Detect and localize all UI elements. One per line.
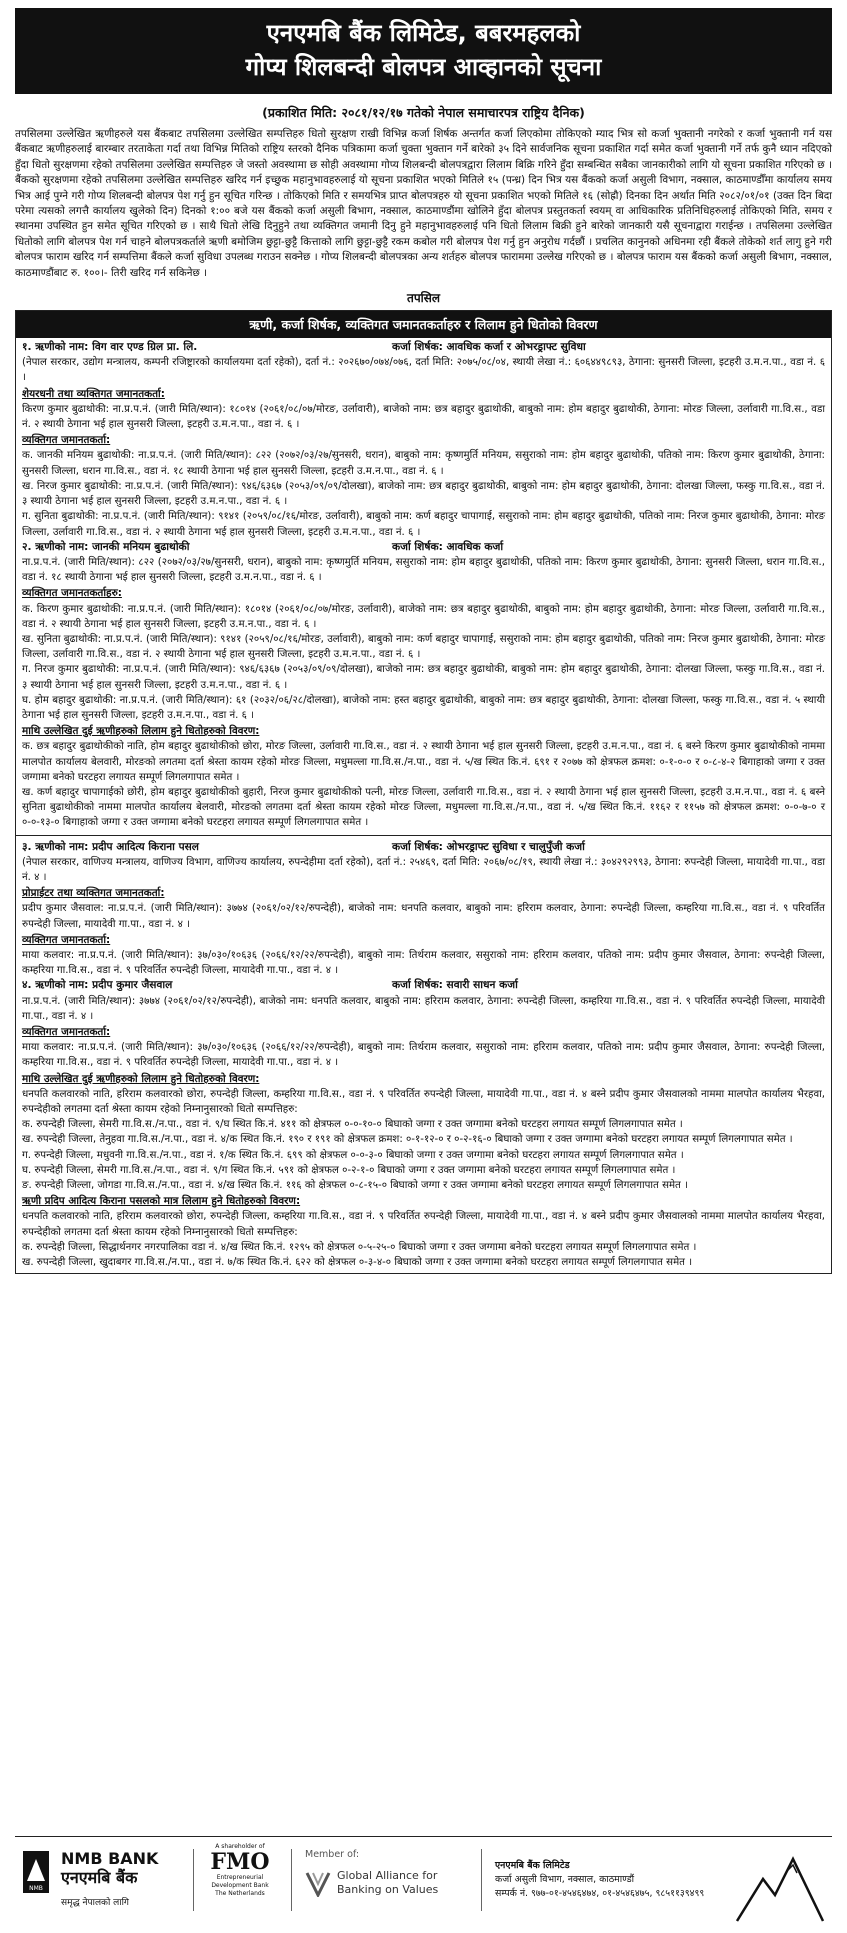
collateral-item: क. रुपन्देही जिल्ला, सिद्धार्थनगर नगरपालिका वडा नं. ४/ख स्थित कि.नं. १२९५ को क्षेत्रफल ०-५-२५-० बिघाको जग्गा र उक्त जग्गामा बनेको घरटहरा लगायत सम्पूर्ण लिगलगापात समेत ।: [22, 1241, 697, 1253]
gabv-line-1: Global Alliance for: [337, 1869, 438, 1882]
bank-name-en: NMB BANK: [61, 1849, 159, 1868]
subheading: माथि उल्लेखित दुई ऋणीहरुको लिलाम हुने धितोहरुको विवरण:: [22, 1072, 260, 1085]
contact-phone: सम्पर्क नं. ९७७-०१-४५४६४७४, ०१-४५४६४७५, ९८५११३९४९९: [495, 1888, 705, 1899]
fmo-logo-text: FMO: [210, 1849, 270, 1875]
guarantor-item: क. जानकी मनियम बुढाथोकी: ना.प्र.प.नं. (जारी मिति/स्थान): ८२२ (२०७२/०३/२७/सुनसरी, धरान), बाबुको नाम: कृष्णमुर्ति मनियम, ससुराको नाम: होम बहादुर बुढाथोकी, पतिको नाम: किरण कुमार बुढाथोकी, ठेगाना: सुनसरी जिल्ला, धरान गा.वि.स., वडा नं. १८ स्थायी ठेगाना भई हाल सुनसरी जिल्ला, इटहरी उ.म.न.पा., वडा नं. ६ ।: [22, 450, 825, 477]
borrower-name: ३. ऋणीको नाम: प्रदीप आदित्य किराना पसल: [22, 840, 199, 853]
collateral-item: घ. रुपन्देही जिल्ला, सेमरी गा.वि.स./न.पा., वडा नं. ९/ग स्थित कि.नं. ५९१ को क्षेत्रफल ०-२-१-० बिघाको जग्गा र उक्त जग्गामा बनेको घरटहरा लगायत सम्पूर्ण लिगलगापात समेत ।: [22, 1164, 676, 1176]
guarantor-item: ख. निरज कुमार बुढाथोकी: ना.प्र.प.नं. (जारी मिति/स्थान): ९४६/६३६७ (२०५३/०९/०९/दोलखा), बाजेको नाम: छत्र बहादुर बुढाथोकी, बाबुको नाम: होम बहादुर बुढाथोकी, ठेगाना: दोलखा जिल्ला, फस्कु गा.वि.स., वडा नं. ३ स्थायी ठेगाना भई हाल सुनसरी जिल्ला, इटहरी उ.म.न.पा., वडा नं. ६ ।: [22, 480, 825, 508]
footer-divider: [291, 1849, 292, 1911]
fmo-country: The Netherlands: [215, 1890, 265, 1897]
collateral-item: ख. रुपन्देही जिल्ला, खुदाबगर गा.वि.स./न.पा., वडा नं. ७/क स्थित कि.नं. ६२२ को क्षेत्रफल ०-३-४-० बिघाको जग्गा र उक्त जग्गामा बनेको घरटहरा लगायत सम्पूर्ण लिगलगापात समेत ।: [22, 1257, 693, 1269]
collateral-intro: धनपति कलवारको नाति, हरिराम कलवारको छोरा, रुपन्देही जिल्ला, कम्हरिया गा.वि.स., वडा नं. ९ परिवर्तित रुपन्देही जिल्ला, मायादेवी गा.पा., वडा नं. ४ बस्ने प्रदीप कुमार जैसवालको नाममा मालपोत कार्यालय भैरहवा, रुपन्देहीको लगतमा दर्ता श्रेस्ता कायम रहेको निम्नानुसारको धितो सम्पत्तिहरु:: [22, 1088, 825, 1116]
guarantor-item: माया कलवार: ना.प्र.प.नं. (जारी मिति/स्थान): ३७/०३०/१०६३६ (२०६६/१२/२२/रुपन्देही), बाबुको नाम: तिर्थराम कलवार, ससुराको नाम: हरिराम कलवार, पतिको नाम: प्रदीप कुमार जैसवाल, ठेगाना: रुपन्देही जिल्ला, कम्हरिया गा.वि.स., वडा नं. ९ परिवर्तित रुपन्देही जिल्ला, मायादेवी गा.पा., वडा नं. ४ ।: [22, 1042, 825, 1069]
fmo-top-text: A shareholder of: [215, 1843, 265, 1850]
gabv-name: [337, 1869, 438, 1897]
member-label: Member of:: [305, 1849, 360, 1860]
collateral-item: ग. रुपन्देही जिल्ला, मधुवनी गा.वि.स./न.पा., वडा नं. १/क स्थित कि.नं. ६९९ को क्षेत्रफल ०-०-३-० बिघाको जग्गा र उक्त जग्गामा बनेको घरटहरा लगायत सम्पूर्ण लिगलगापात समेत ।: [22, 1149, 684, 1161]
shareholder-detail: किरण कुमार बुढाथोकी: ना.प्र.प.नं. (जारी मिति/स्थान): १८०१४ (२०६१/०८/०७/मोरङ, उर्लावारी), बाजेको नाम: छत्र बहादुर बुढाथोकी, बाबुको नाम: होम बहादुर बुढाथोकी, ठेगाना: मोरङ जिल्ला, उर्लावारी गा.वि.स., वडा नं. २ स्थायी ठेगाना भई हाल सुनसरी जिल्ला, इटहरी उ.म.न.पा., वडा नं. ६ ।: [22, 403, 825, 431]
contact-name: एनएमबि बैंक लिमिटेड: [495, 1860, 570, 1871]
subheading: माथि उल्लेखित दुई ऋणीहरुको लिलाम हुने धितोहरुको विवरण:: [22, 725, 260, 738]
loan-title: कर्जा शिर्षक: सवारी साधन कर्जा: [392, 979, 518, 992]
fmo-logo: [203, 1843, 277, 1898]
publication-date: (प्रकाशित मिति: २०८१/१२/१७ गतेको नेपाल समाचारपत्र राष्ट्रिय दैनिक): [262, 105, 585, 120]
gabv-icon: [305, 1869, 331, 1897]
details-table: [15, 310, 832, 1274]
title-line-1: एनएमबि बैंक लिमिटेड, बबरमहलको: [266, 19, 581, 47]
collateral-item: क. रुपन्देही जिल्ला, सेमरी गा.वि.स./न.पा., वडा नं. ९/घ स्थित कि.नं. ४११ को क्षेत्रफल ०-०-१०-० बिघाको जग्गा र उक्त जग्गामा बनेको घरटहरा लगायत सम्पूर्ण लिगलगापात समेत ।: [22, 1119, 683, 1131]
borrower-detail: ना.प्र.प.नं. (जारी मिति/स्थान): ८२२ (२०७२/०३/२७/सुनसरी, धरान), बाबुको नाम: कृष्णमुर्ति मनियम, ससुराको नाम: होम बहादुर बुढाथोकी, पतिको नाम: किरण कुमार बुढाथोकी, ठेगाना: सुनसरी जिल्ला, धरान गा.वि.स., वडा नं. १८ स्थायी ठेगाना भई हाल सुनसरी जिल्ला, इटहरी उ.म.न.पा., वडा नं. ६ ।: [22, 556, 825, 584]
nmb-logo-icon: [23, 1851, 49, 1893]
proprietor-detail: प्रदीप कुमार जैसवाल: ना.प्र.प.नं. (जारी मिति/स्थान): ३७७४ (२०६१/०२/१२/रुपन्देही), बाजेको नाम: धनपति कलवार, बाबुको नाम: हरिराम कलवार, ठेगाना: रुपन्देही जिल्ला, कम्हरिया गा.वि.स., वडा नं. ९ परिवर्तित रुपन्देही जिल्ला, मायादेवी गा.पा., वडा नं. ४ ।: [22, 903, 825, 930]
borrower-name: १. ऋणीको नाम: विग वार एण्ड ग्रिल प्रा. लि.: [22, 341, 198, 354]
section-3-heading: [22, 840, 825, 855]
section-2-heading: [22, 540, 825, 555]
section-4-heading: [22, 978, 825, 993]
bank-name-np: एनएमबि बैंक: [61, 1868, 138, 1887]
collateral-intro: धनपति कलवारको नाति, हरिराम कलवारको छोरा, रुपन्देही जिल्ला, कम्हरिया गा.वि.स., वडा नं. ९ परिवर्तित रुपन्देही जिल्ला, मायादेवी गा.पा., वडा नं. ४ बस्ने प्रदीप कुमार जैसवालको नाममा मालपोत कार्यालय भैरहवा, रुपन्देहीको लगतमा दर्ता श्रेस्ता कायम रहेको निम्नानुसारको धितो सम्पत्तिहरु:: [22, 1211, 825, 1238]
borrower-name: ४. ऋणीको नाम: प्रदीप कुमार जैसवाल: [22, 979, 173, 992]
loan-title: कर्जा शिर्षक: ओभरड्राफ्ट सुविधा र चालुपुँजी कर्जा: [392, 840, 585, 853]
loan-title: कर्जा शिर्षक: आवधिक कर्जा: [392, 540, 504, 553]
subheading: व्यक्तिगत जमानतकर्ता:: [22, 434, 111, 447]
bank-name: [61, 1849, 158, 1887]
title-line-2: गोप्य शिलबन्दी बोलपत्र आव्हानको सूचना: [245, 53, 602, 81]
guarantor-item: क. किरण कुमार बुढाथोकी: ना.प्र.प.नं. (जारी मिति/स्थान): १८०१४ (२०६१/०८/०७/मोरङ, उर्लावारी), बाजेको नाम: छत्र बहादुर बुढाथोकी, बाबुको नाम: होम बहादुर बुढाथोकी, ठेगाना: मोरङ जिल्ला, उर्लावारी गा.वि.स., वडा नं. २ स्थायी ठेगाना भई हाल सुनसरी जिल्ला, इटहरी उ.म.न.पा., वडा नं. ६ ।: [22, 603, 825, 630]
subheading: व्यक्तिगत जमानतकर्ता:: [22, 933, 111, 946]
guarantor-item: ग. सुनिता बुढाथोकी: ना.प्र.प.नं. (जारी मिति/स्थान): ९१४१ (२०५९/०८/१६/मोरङ, उर्लावारी), बाबुको नाम: कर्ण बहादुर चापागाई, ससुराको नाम: होम बहादुर बुढाथोकी, पतिको नाम: निरज कुमार बुढाथोकी, ठेगाना: मोरङ जिल्ला, उर्लावारी गा.वि.स., वडा नं. २ स्थायी ठेगाना भई हाल सुनसरी जिल्ला, इटहरी उ.म.न.पा., वडा नं. ६ ।: [22, 511, 825, 538]
fmo-subtitle: Entrepreneurial Development Bank: [211, 1874, 269, 1889]
intro-paragraph: तपसिलमा उल्लेखित ऋणीहरुले यस बैंकबाट तपसिलमा उल्लेखित सम्पत्तिहरु धितो सुरक्षण राखी विभिन्न कर्जा शिर्षक अन्तर्गत कर्जा लिएकोमा तोकिएको म्याद भित्र सो कर्जा भुक्तानी नगरेको र कर्जा भुक्तानी गर्न यस बैंकबाट ऋणीहरुलाई बारम्बार तरताकेता गर्दा तथा विभिन्न मितिको राष्ट्रिय स्तरको दैनिक पत्रिकामा कर्जा चुक्ता भुक्तान गर्ने बारेको ३५ दिने सार्वजनिक सूचना प्रकाशित गर्दा समेत कर्जा भुक्तानी गर्ने तर्फ कुनै ध्यान नदिएको हुँदा धितो सुरक्षणमा रहेको तपसिलमा उल्लेखित सम्पत्तिहरु जे जस्तो अवस्थामा छ सोही अवस्थामा गोप्य शिलबन्दी बोलपत्रद्वारा लिलाम बिक्रि गरिने हुँदा सम्बन्धित सबैका जानकारीको लागि यो सूचना प्रकाशित गरिएको छ । बैंकको सुरक्षणमा रहेको तपसिलमा उल्लेखित सम्पत्तिहरु खरिद गर्न इच्छुक महानुभावहरुलाई यो सूचना प्रकाशित भएको मितिले १५ (पन्ध्र) दिन भित्र यस बैंकको कर्जा असुली विभाग, नक्साल, काठमाण्डौँमा कार्यालय समय भित्र आई पुग्ने गरी गोप्य शिलबन्दी बोलपत्र पेश गर्नु हुन सूचित गरिन्छ । तोकिएको मिति र समयभित्र प्राप्त बोलपत्रहरु यो सूचना प्रकाशित भएको मितिले १६ (सोह्रौ) दिनका दिन अर्थात मिति २०८२/०१/०१ (उक्त दिन बिदा परेमा त्यसको लगत्तै कार्यालय खुलेको दिन) दिनको १:०० बजे यस बैंकको कर्जा असुली बिभाग, नक्साल, काठमाण्डौंमा खोलिने हुँदा बोलपत्र प्रस्तुतकर्ता स्वयम् वा आधिकारिक प्रतिनिधिहरुलाई तोकिएको मिति, समय र स्थानमा उपस्थित हुन समेत सूचित गरिएको छ । साथै धितो लेखि दिनुहुने तथा व्यक्तिगत जमानी दिनु हुने महानुभावहरुलाई पनि धितो लिलाम बिक्री हुने बारेको जानकारी यसै सूचनाद्वारा गराईन्छ । तपसिलमा उल्लेखित धितोको लागि बोलपत्र पेश गर्न चाहने बोलपत्रकर्ताले ऋणी बमोजिम छुट्टा-छुट्टै कित्ताको लागि छुट्टा-छुट्टै रकम कबोल गरी बोलपत्र पेश गर्नु हुन अनुरोध गर्दछौं । प्रचलित कानुनको अधिनमा रही बैंकले तोकेको शर्त लागु हुने गरी बोलपत्र फाराम खरिद गर्न सम्पत्तिमा बैंकले कर्जा सुविधा उपलब्ध गराउन सक्नेछ । गोप्य शिलबन्दी बोलपत्रका अन्य शर्तहरु बोलपत्र फाराममा उल्लेख गरिएको छ । बोलपत्र फाराम यस बैंकको कर्जा असुली बिभाग, नक्साल, काठमाण्डौंबाट रु. १००।- तिरी खरिद गर्न सकिनेछ ।: [15, 128, 832, 279]
borrower-detail: (नेपाल सरकार, उद्योग मन्त्रालय, कम्पनी रजिष्ट्रारको कार्यालयमा दर्ता रहेको), दर्ता नं.: २०२६७०/०७४/०७६, दर्ता मिति: २०७५/०८/०४, स्थायी लेखा नं.: ६०६४४९८९३, ठेगाना: सुनसरी जिल्ला, इटहरी उ.म.न.पा., वडा नं. ६ ।: [22, 357, 825, 384]
gabv-line-2: Banking on Values: [337, 1883, 439, 1896]
loan-title: कर्जा शिर्षक: आवधिक कर्जा र ओभरड्राफ्ट सुविधा: [392, 341, 586, 354]
subheading: शेयरधनी तथा व्यक्तिगत जमानतकर्ता:: [22, 387, 165, 400]
guarantor-item: माया कलवार: ना.प्र.प.नं. (जारी मिति/स्थान): ३७/०३०/१०६३६ (२०६६/१२/२२/रुपन्देही), बाबुको नाम: तिर्थराम कलवार, ससुराको नाम: हरिराम कलवार, पतिको नाम: प्रदीप कुमार जैसवाल, ठेगाना: रुपन्देही जिल्ला, कम्हरिया गा.वि.स., वडा नं. ९ परिवर्तित रुपन्देही जिल्ला, मायादेवी गा.पा., वडा नं. ४ ।: [22, 949, 825, 977]
collateral-item: क. छत्र बहादुर बुढाथोकीको नाति, होम बहादुर बुढाथोकीको छोरा, मोरङ जिल्ला, उर्लावारी गा.वि.स., वडा नं. २ स्थायी ठेगाना भई हाल सुनसरी जिल्ला, इटहरी उ.म.न.पा., वडा नं. ६ बस्ने किरण कुमार बुढाथोकीको नाममा मालपोत कार्यालय बेलवारी, मोरङको लगतमा दर्ता श्रेस्ता कायम रहेको मोरङ जिल्ला, मधुमल्ला गा.वि.स./न.पा., वडा नं. ५/ख स्थित कि.नं. ६९१ र २०७७ को क्षेत्रफल क्रमश: ०-१-०-० र ०-८-४-२ बिगाहाको जग्गा र उक्त जग्गामा बनेको घरटहरा लगायत सम्पूर्ण लिगलगापात समेत ।: [22, 741, 825, 783]
contact-block: [495, 1859, 704, 1901]
guarantor-item: ग. निरज कुमार बुढाथोकी: ना.प्र.प.नं. (जारी मिति/स्थान): ९४६/६३६७ (२०५३/०९/०९/दोलखा), बाजेको नाम: छत्र बहादुर बुढाथोकी, बाबुको नाम: होम बहादुर बुढाथोकी, ठेगाना: दोलखा जिल्ला, फस्कु गा.वि.स., वडा नं. ३ स्थायी ठेगाना भई हाल सुनसरी जिल्ला, इटहरी उ.म.न.पा., वडा नं. ६ ।: [22, 664, 825, 691]
borrower-detail: (नेपाल सरकार, वाणिज्य मन्त्रालय, वाणिज्य विभाग, वाणिज्य कार्यालय, रुपन्देहीमा दर्ता रहेको), दर्ता नं.: २५४६९, दर्ता मिति: २०६७/०८/१९, स्थायी लेखा नं.: ३०४२९२९९३, ठेगाना: रुपन्देही जिल्ला, मायादेवी गा.पा., वडा नं. ४ ।: [22, 856, 825, 883]
section-divider: [16, 835, 831, 836]
section-1-heading: [22, 340, 825, 355]
subheading: प्रोप्राईटर तथा व्यक्तिगत जमानतकर्ता:: [22, 887, 165, 900]
subheading: व्यक्तिगत जमानतकर्ता:: [22, 1026, 111, 1038]
svg-text:NMB: NMB: [29, 1885, 43, 1892]
subheading: ऋणी प्रदिप आदित्य किराना पसलको मात्र लिलाम हुने धितोहरुको विवरण:: [22, 1195, 301, 1208]
collateral-item: ङ. रुपन्देही जिल्ला, जोगडा गा.वि.स./न.पा., वडा नं. ४/ख स्थित कि.नं. ११६ को क्षेत्रफल ०-८-१५-० बिघाको जग्गा र उक्त जग्गामा बनेको घरटहरा लगायत सम्पूर्ण लिगलगापात समेत ।: [22, 1180, 688, 1192]
subheading: व्यक्तिगत जमानतकर्ताहरु:: [22, 587, 122, 600]
footer: [15, 1836, 832, 1929]
collateral-item: ख. कर्ण बहादुर चापागाईको छोरी, होम बहादुर बुढाथोकीको बुहारी, निरज कुमार बुढाथोकीको पत्नी, मोरङ जिल्ला, उर्लावारी गा.वि.स., वडा नं. २ स्थायी ठेगाना भई हाल सुनसरी जिल्ला, इटहरी उ.म.न.पा., वडा नं. ६ बस्ने सुनिता बुढाथोकीको नाममा मालपोत कार्यालय बेलवारी, मोरङको लगतमा दर्ता श्रेस्ता कायम रहेको मोरङ जिल्ला, मधुमल्ला गा.वि.स./न.पा., वडा नं. ५/ख स्थित कि.नं. ११६२ र ११५७ को क्षेत्रफल क्रमश: ०-०-७-० र ०-०-१३-० बिगाहाको जग्गा र उक्त जग्गामा बनेको घरटहरा लगायत सम्पूर्ण लिगलगापात समेत ।: [22, 786, 825, 829]
bank-tagline: समृद्ध नेपालको लागि: [61, 1898, 129, 1908]
footer-divider: [193, 1849, 194, 1911]
borrower-detail: ना.प्र.प.नं. (जारी मिति/स्थान): ३७७४ (२०६१/०२/१२/रुपन्देही), बाजेको नाम: धनपति कलवार, बाबुको नाम: हरिराम कलवार, ठेगाना: रुपन्देही जिल्ला, कम्हरिया गा.वि.स., वडा नं. ९ परिवर्तित रुपन्देही जिल्ला, मायादेवी गा.पा., वडा नं. ४ ।: [22, 995, 825, 1022]
notice-page: [15, 8, 832, 1274]
notice-header: [15, 8, 832, 94]
collateral-item: ख. रुपन्देही जिल्ला, तेनुहवा गा.वि.स./न.पा., वडा नं. ४/क स्थित कि.नं. १९० र १९१ को क्षेत्रफल क्रमश: ०-१-१२-० र ०-२-१६-० बिघाको जग्गा र उक्त जग्गामा बनेको घरटहरा लगायत सम्पूर्ण लिगलगापात समेत ।: [22, 1134, 793, 1146]
tapasil-label: तपसिल: [406, 291, 440, 306]
borrower-name: २. ऋणीको नाम: जानकी मनियम बुढाथोकी: [22, 540, 190, 553]
table-body: [16, 338, 831, 1273]
footer-divider: [481, 1849, 482, 1911]
contact-department: कर्जा असुली विभाग, नक्साल, काठमाण्डौं: [495, 1874, 635, 1885]
guarantor-item: घ. होम बहादुर बुढाथोकी: ना.प्र.प.नं. (जारी मिति/स्थान): ६१ (२०३२/०६/२८/दोलखा), बाजेको नाम: हस्त बहादुर बुढाथोकी, बाबुको नाम: छत्र बहादुर बुढाथोकी, ठेगाना: दोलखा जिल्ला, फस्कु गा.वि.स., वडा नं. ५ स्थायी ठेगाना भई हाल सुनसरी जिल्ला, इटहरी उ.म.न.पा., वडा नं. ६ ।: [22, 694, 825, 721]
table-title: ऋणी, कर्जा शिर्षक, व्यक्तिगत जमानतकर्ताहरु र लिलाम हुने धितोको विवरण: [16, 311, 831, 338]
guarantor-item: ख. सुनिता बुढाथोकी: ना.प्र.प.नं. (जारी मिति/स्थान): ९१४१ (२०५९/०८/१६/मोरङ, उर्लावारी), बाबुको नाम: कर्ण बहादुर चापागाई, ससुराको नाम: होम बहादुर बुढाथोकी, पतिको नाम: निरज कुमार बुढाथोकी, ठेगाना: मोरङ जिल्ला, उर्लावारी गा.वि.स., वडा नं. २ स्थायी ठेगाना भई हाल सुनसरी जिल्ला, इटहरी उ.म.न.पा., वडा नं. ६ ।: [22, 633, 825, 661]
mountain-icon: [735, 1851, 825, 1923]
